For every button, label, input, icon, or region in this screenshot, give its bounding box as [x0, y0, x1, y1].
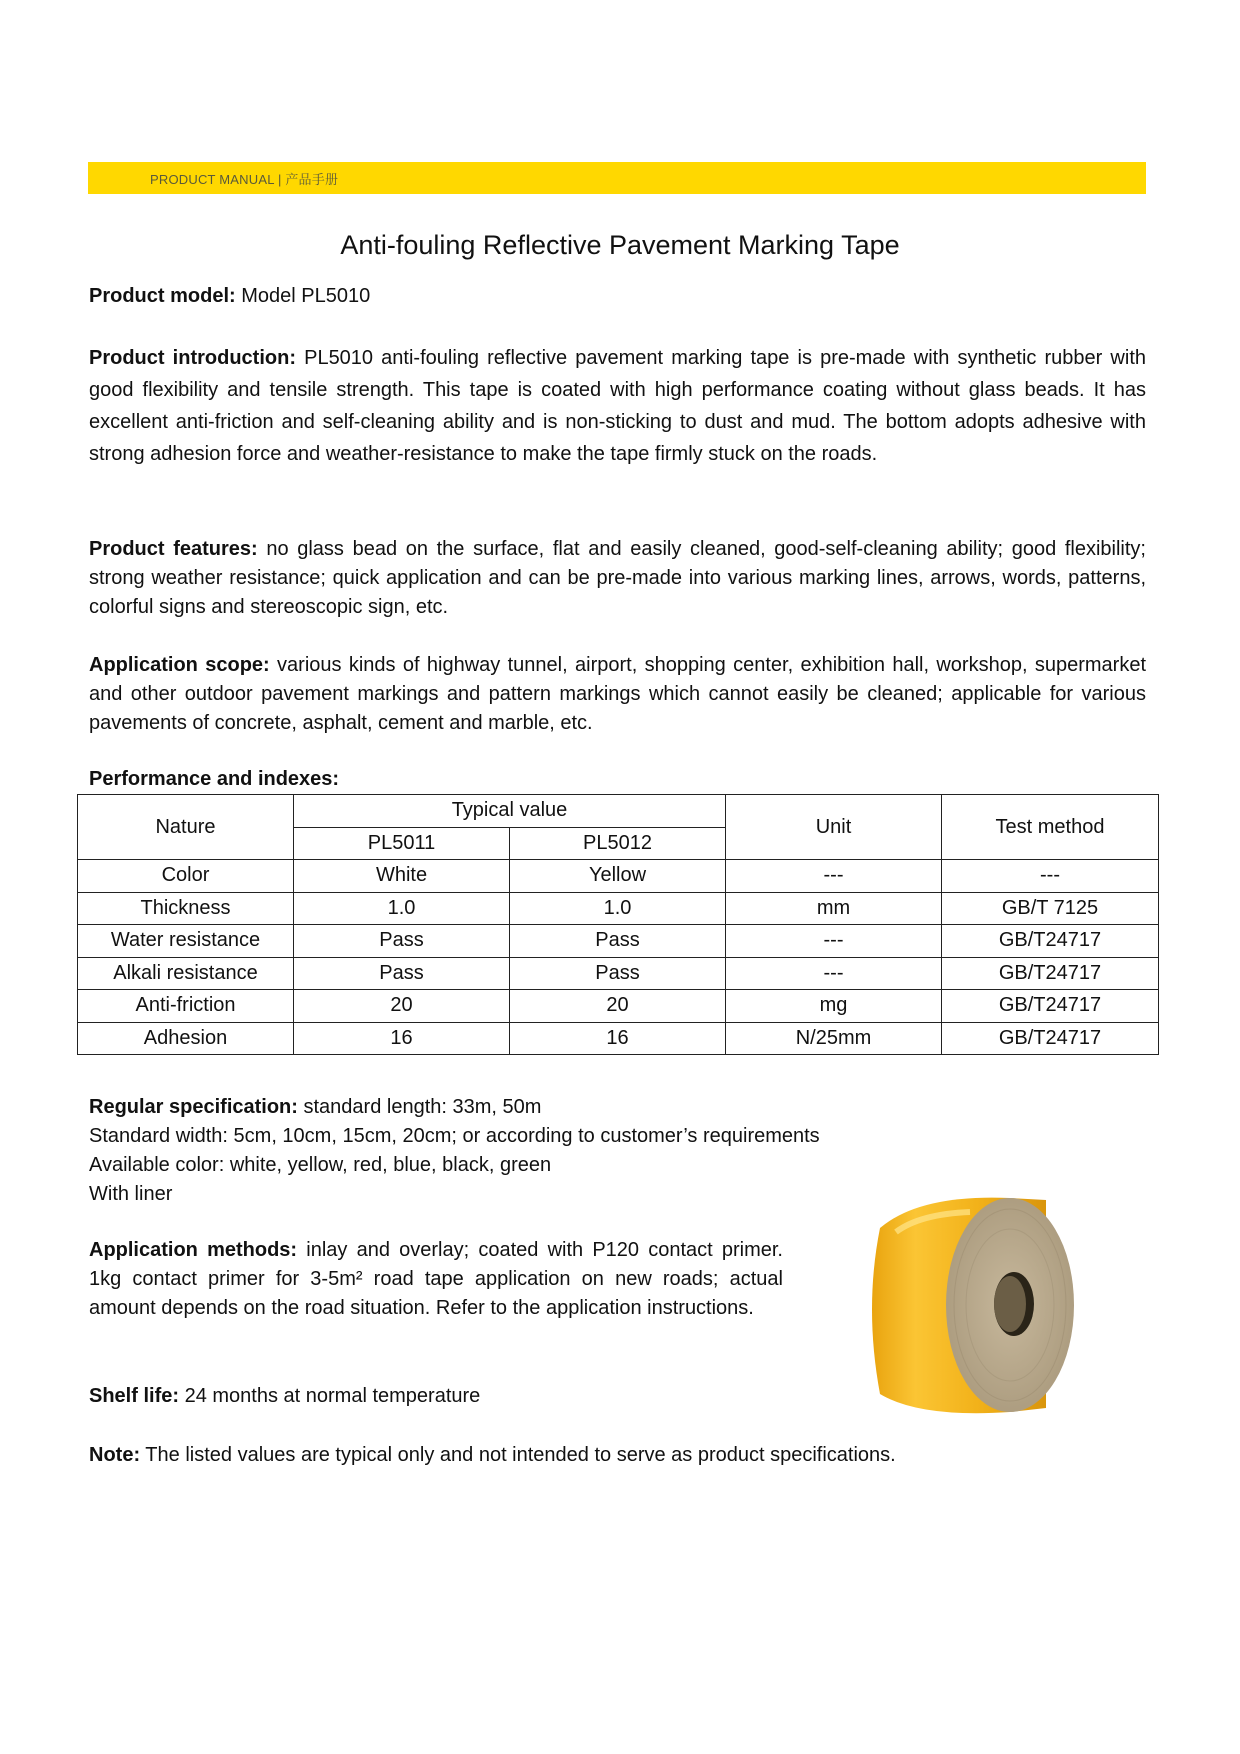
table-cell: Pass — [294, 957, 510, 990]
note-text: The listed values are typical only and not intended to serve as product specifications. — [140, 1444, 896, 1466]
specification-length: standard length: 33m, 50m — [297, 1096, 542, 1118]
table-row — [78, 925, 1159, 958]
table-cell: Pass — [294, 925, 510, 958]
specification-color: Available color: white, yellow, red, blue, black, green — [89, 1154, 552, 1176]
table-cell: Color — [78, 860, 294, 893]
specification-width: Standard width: 5cm, 10cm, 15cm, 20cm; or according to customer’s requirements — [89, 1125, 820, 1147]
application-scope-text: various kinds of highway tunnel, airport, shopping center, exhibition hall, workshop, supermarket and other outdoor pavement markings and pattern markings which cannot easily be cleaned; applicable for various pavements of concrete, asphalt, cement and marble, etc. — [89, 654, 1147, 734]
table-cell: mm — [726, 892, 942, 925]
table-cell: 1.0 — [294, 892, 510, 925]
table-cell: --- — [726, 925, 942, 958]
header-typical-value: Typical value — [294, 795, 726, 828]
table-header-row — [78, 795, 1159, 828]
table-row — [78, 990, 1159, 1023]
application-scope — [89, 651, 1146, 738]
shelf-life — [89, 1382, 480, 1411]
table-cell: N/25mm — [726, 1022, 942, 1055]
table-cell: Adhesion — [78, 1022, 294, 1055]
table-cell: 1.0 — [510, 892, 726, 925]
table-row — [78, 1022, 1159, 1055]
table-cell: --- — [726, 860, 942, 893]
table-cell: GB/T 7125 — [942, 892, 1159, 925]
table-cell: --- — [942, 860, 1159, 893]
table-cell: Pass — [510, 957, 726, 990]
table-cell: Water resistance — [78, 925, 294, 958]
header-unit: Unit — [726, 795, 942, 860]
application-methods-label: Application methods: — [89, 1239, 298, 1261]
shelf-life-text: 24 months at normal temperature — [179, 1385, 481, 1407]
product-introduction — [89, 342, 1146, 470]
table-cell: 20 — [510, 990, 726, 1023]
product-features — [89, 535, 1146, 622]
product-introduction-label: Product introduction: — [89, 347, 296, 369]
application-scope-label: Application scope: — [89, 654, 270, 676]
table-cell: Thickness — [78, 892, 294, 925]
document-title: Anti-fouling Reflective Pavement Marking Tape — [340, 230, 900, 260]
table-cell: --- — [726, 957, 942, 990]
table-cell: GB/T24717 — [942, 925, 1159, 958]
table-row — [78, 860, 1159, 893]
application-methods-text: inlay and overlay; coated with P120 contact primer. 1kg contact primer for 3-5m² road tape application on new roads; actual amount depends on the road situation. Refer to the application instructions. — [89, 1239, 783, 1319]
application-methods — [89, 1236, 783, 1323]
product-features-text: no glass bead on the surface, flat and easily cleaned, good-self-cleaning ability; good flexibility; strong weather resistance; quick application and can be pre-made into various marking lines, arrows, words, patterns, colorful signs and stereoscopic sign, etc. — [89, 538, 1146, 618]
banner-text: PRODUCT MANUAL | 产品手册 — [150, 172, 339, 187]
table-cell: GB/T24717 — [942, 957, 1159, 990]
header-banner — [88, 162, 1146, 194]
specification-label: Regular specification: — [89, 1096, 298, 1118]
table-cell: Yellow — [510, 860, 726, 893]
table-cell: White — [294, 860, 510, 893]
table-cell: Alkali resistance — [78, 957, 294, 990]
header-pl5012: PL5012 — [510, 827, 726, 860]
tape-roll-icon — [860, 1188, 1092, 1420]
table-cell: Anti-friction — [78, 990, 294, 1023]
header-test-method: Test method — [942, 795, 1159, 860]
table-cell: 20 — [294, 990, 510, 1023]
table-row — [78, 957, 1159, 990]
table-cell: 16 — [510, 1022, 726, 1055]
product-model-label: Product model: — [89, 285, 236, 307]
performance-heading: Performance and indexes: — [89, 768, 340, 790]
table-cell: GB/T24717 — [942, 1022, 1159, 1055]
table-cell: 16 — [294, 1022, 510, 1055]
table-row — [78, 892, 1159, 925]
product-features-label: Product features: — [89, 538, 258, 560]
product-model-text: Model PL5010 — [235, 285, 371, 307]
shelf-life-label: Shelf life: — [89, 1385, 180, 1407]
header-nature: Nature — [78, 795, 294, 860]
table-cell: GB/T24717 — [942, 990, 1159, 1023]
note-label: Note: — [89, 1444, 141, 1466]
performance-table — [77, 794, 1159, 1055]
table-cell: mg — [726, 990, 942, 1023]
note — [89, 1441, 896, 1470]
product-model — [89, 280, 1146, 312]
table-cell: Pass — [510, 925, 726, 958]
header-pl5011: PL5011 — [294, 827, 510, 860]
specification-length-line — [89, 1093, 820, 1122]
specification-liner: With liner — [89, 1183, 173, 1205]
product-introduction-text: PL5010 anti-fouling reflective pavement marking tape is pre-made with synthetic rubber with good flexibility and tensile strength. This tape is coated with high performance coating without glass beads. It has excellent anti-friction and self-cleaning ability and is non-sticking to dust and mud. The bottom adopts adhesive with strong adhesion force and weather-resistance to make the tape firmly stuck on the roads. — [89, 347, 1146, 465]
regular-specification — [89, 1093, 820, 1209]
